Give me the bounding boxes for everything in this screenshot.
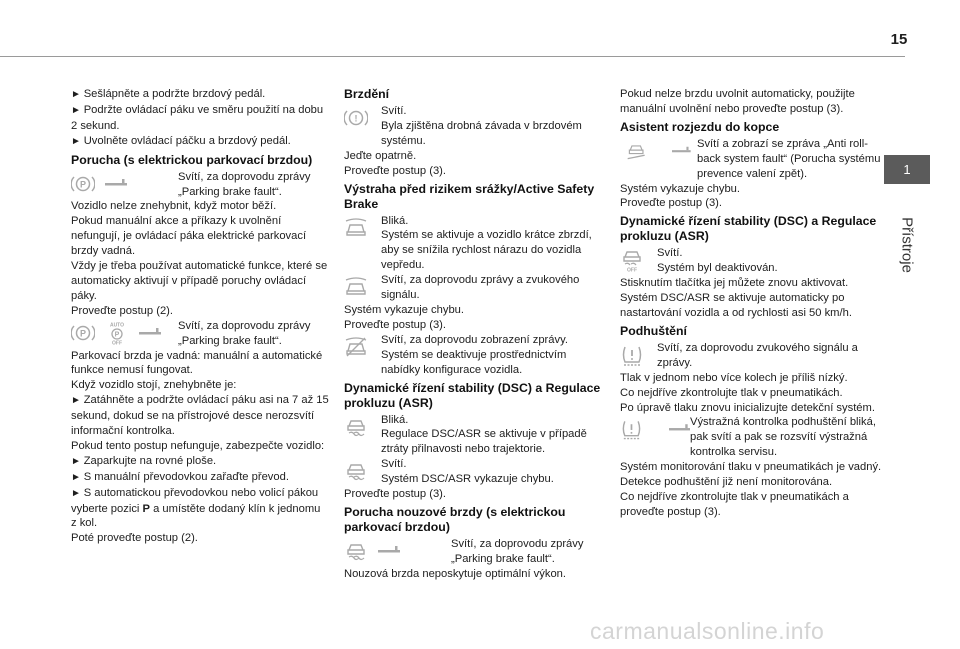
parking-brake-auto-off-icon bbox=[105, 321, 129, 345]
indicator-row bbox=[344, 104, 602, 149]
paragraph: Parkovací brzda je vadná: manuální a automatické funkce nemusí fungovat. Když vozidlo stojí, znehybněte je: bbox=[71, 349, 323, 392]
svg-text:P: P bbox=[114, 331, 120, 339]
svg-text:OFF: OFF bbox=[112, 340, 122, 345]
svg-text:OFF: OFF bbox=[627, 267, 637, 273]
indicator-text: Svítí, za doprovodu zprávy a zvukového signálu. bbox=[381, 274, 580, 302]
indicator-text: Svítí. Systém DSC/ASR vykazuje chybu. bbox=[381, 458, 554, 486]
paragraph: Vozidlo nelze znehybnit, když motor běží. Pokud manuální akce a příkazy k uvolnění nefungují, je ovládací páka elektrické parkovací brzdy vadná. Vždy je třeba používat automatické funkce, které se automaticky aktivují v případě poruchy ovládací páky. Proveďte postup (2). bbox=[71, 200, 328, 317]
indicator-text: Svítí, za doprovodu zprávy „Parking brake fault“. bbox=[178, 170, 311, 198]
indicator-text: Svítí, za doprovodu zprávy „Parking brake fault“. bbox=[178, 319, 311, 347]
indicator-icons bbox=[71, 172, 178, 196]
indicator-icons bbox=[344, 335, 381, 359]
brake-warning-icon bbox=[344, 106, 368, 130]
indicator-icons bbox=[344, 216, 381, 240]
message-bar-icon bbox=[672, 146, 691, 156]
skidding-car-icon bbox=[344, 415, 368, 439]
message-bar-icon bbox=[669, 424, 690, 434]
chapter-title: Přístroje bbox=[898, 217, 916, 273]
dsc-off-icon bbox=[620, 248, 644, 272]
indicator-row bbox=[620, 137, 882, 182]
section-heading: Výstraha před rizikem srážky/Active Safety Brake bbox=[344, 181, 595, 211]
list-item: ► Zatáhněte a podržte ovládací páku asi na 7 až 15 sekund, dokud se na přístrojové desce nerozsvítí informační kontrolka. bbox=[71, 393, 329, 439]
indicator-row bbox=[344, 273, 602, 303]
paragraph: Pokud tento postup nefunguje, zabezpečte vozidlo: bbox=[71, 439, 325, 452]
collision-warning-icon bbox=[344, 275, 368, 299]
parking-brake-warning-icon bbox=[71, 321, 95, 345]
indicator-icons bbox=[344, 106, 381, 130]
paragraph: Proveďte postup (3). bbox=[344, 488, 447, 501]
indicator-icons bbox=[71, 321, 178, 345]
list-item: ► Podržte ovládací páku ve směru použití na dobu 2 sekund. bbox=[71, 103, 329, 134]
skidding-car-icon bbox=[344, 539, 368, 563]
list-item: ► Uvolněte ovládací páčku a brzdový pedál. bbox=[71, 134, 329, 150]
message-bar-icon bbox=[139, 328, 161, 338]
section-heading: Dynamické řízení stability (DSC) a Regulace prokluzu (ASR) bbox=[344, 380, 601, 410]
section-heading: Porucha nouzové brzdy (s elektrickou parkovací brzdou) bbox=[344, 504, 566, 534]
chapter-tab[interactable]: 1 bbox=[884, 155, 930, 184]
column-right bbox=[620, 87, 882, 520]
collision-warning-off-icon bbox=[344, 335, 368, 359]
indicator-icons bbox=[344, 539, 451, 563]
indicator-icons bbox=[626, 139, 691, 163]
indicator-text: Bliká. Systém se aktivuje a vozidlo krátce zbrzdí, aby se snížila rychlost nárazu do vozidla vepředu. bbox=[381, 214, 592, 272]
paragraph: Systém monitorování tlaku v pneumatikách je vadný. Detekce podhuštění již není monitorována. Co nejdříve zkontrolujte tlak v pneumatikách a proveďte postup (3). bbox=[620, 461, 882, 518]
indicator-row bbox=[71, 170, 329, 200]
paragraph: Systém vykazuje chybu. Proveďte postup (3). bbox=[344, 303, 465, 331]
section-heading: Brzdění bbox=[344, 87, 390, 101]
indicator-row bbox=[620, 415, 882, 460]
svg-text:P: P bbox=[79, 179, 87, 190]
indicator-row bbox=[344, 413, 602, 458]
section-heading: Asistent rozjezdu do kopce bbox=[620, 119, 780, 134]
indicator-text: Svítí, za doprovodu zvukového signálu a zprávy. bbox=[657, 341, 858, 369]
paragraph: Stisknutím tlačítka jej můžete znovu aktivovat. Systém DSC/ASR se aktivuje automaticky po nastartování vozidla a od rychlosti asi 50 km/h. bbox=[620, 277, 852, 319]
svg-text:P: P bbox=[79, 328, 87, 339]
paragraph: Jeďte opatrně. Proveďte postup (3). bbox=[344, 149, 447, 177]
indicator-text: Výstražná kontrolka podhuštění bliká, pak svítí a pak se rozsvítí výstražná kontrolka servisu. bbox=[690, 416, 876, 459]
indicator-row bbox=[344, 457, 602, 487]
section-heading: Porucha (s elektrickou parkovací brzdou) bbox=[71, 152, 313, 167]
collision-warning-icon bbox=[344, 216, 368, 240]
skidding-car-icon bbox=[344, 459, 368, 483]
column-left bbox=[71, 87, 329, 546]
indicator-text: Svítí. Systém byl deaktivován. bbox=[657, 247, 778, 275]
header-rule bbox=[0, 56, 905, 57]
hill-start-assist-icon bbox=[626, 139, 646, 163]
list-item: ► S automatickou převodovkou nebo volicí pákou vyberte pozici P a umístěte dodaný klín k jednomu z kol. bbox=[71, 486, 329, 532]
indicator-text: Svítí, za doprovodu zprávy „Parking brake fault“. bbox=[451, 537, 584, 565]
indicator-row bbox=[344, 214, 602, 274]
svg-text:AUTO: AUTO bbox=[109, 322, 125, 329]
tyre-pressure-icon bbox=[620, 343, 644, 367]
indicator-text: Svítí. Byla zjištěna drobná závada v brzdovém systému. bbox=[381, 105, 582, 147]
message-bar-icon bbox=[378, 546, 400, 556]
indicator-icons bbox=[620, 343, 657, 367]
paragraph: Systém vykazuje chybu. Proveďte postup (3). bbox=[620, 182, 741, 210]
indicator-text: Svítí a zobrazí se zpráva „Anti roll-back system fault“ (Porucha systému prevence valení zpět). bbox=[697, 137, 881, 180]
indicator-row bbox=[620, 246, 882, 276]
paragraph: Poté proveďte postup (2). bbox=[71, 532, 198, 545]
tyre-pressure-icon bbox=[620, 417, 643, 441]
paragraph: Tlak v jednom nebo více kolech je příliš nízký. Co nejdříve zkontrolujte tlak v pneumatikách. Po úpravě tlaku znovu inicializujte detekční systém. bbox=[620, 371, 875, 414]
message-bar-icon bbox=[105, 179, 127, 189]
paragraph: Pokud nelze brzdu uvolnit automaticky, použijte manuální uvolnění nebo proveďte postup (3). bbox=[620, 88, 855, 115]
paragraph: Nouzová brzda neposkytuje optimální výkon. bbox=[344, 567, 567, 580]
indicator-icons bbox=[620, 417, 690, 441]
parking-brake-warning-icon bbox=[71, 172, 95, 196]
column-middle bbox=[344, 87, 602, 582]
list-item: ► Zaparkujte na rovné ploše. bbox=[71, 454, 329, 470]
section-heading: Dynamické řízení stability (DSC) a Regulace prokluzu (ASR) bbox=[620, 214, 877, 244]
indicator-icons bbox=[344, 415, 381, 439]
indicator-row bbox=[344, 537, 602, 567]
page-number: 15 bbox=[890, 31, 908, 48]
indicator-icons bbox=[344, 275, 381, 299]
indicator-icons bbox=[620, 248, 657, 272]
watermark: carmanualsonline.info bbox=[590, 618, 825, 644]
indicator-row bbox=[620, 341, 882, 371]
list-item: ► Sešlápněte a podržte brzdový pedál. bbox=[71, 87, 329, 103]
indicator-text: Bliká. Regulace DSC/ASR se aktivuje v případě ztráty přilnavosti nebo trajektorie. bbox=[381, 413, 587, 456]
section-heading: Podhuštění bbox=[620, 323, 687, 338]
indicator-row bbox=[344, 333, 602, 378]
indicator-row bbox=[71, 319, 329, 349]
indicator-icons bbox=[344, 459, 381, 483]
svg-text:!: ! bbox=[354, 113, 358, 124]
indicator-text: Svítí, za doprovodu zobrazení zprávy. Systém se deaktivuje prostřednictvím nabídky konfigurace vozidla. bbox=[381, 333, 568, 376]
list-item: ► S manuální převodovkou zařaďte převod. bbox=[71, 470, 329, 486]
